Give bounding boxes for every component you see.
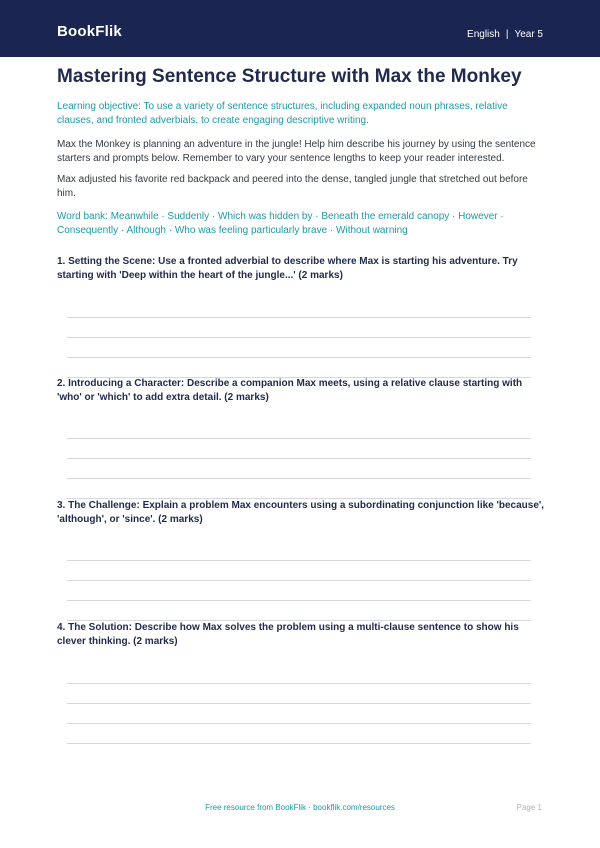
answer-line[interactable]	[67, 337, 531, 338]
year-label: Year 5	[514, 29, 543, 40]
intro-paragraph: Max the Monkey is planning an adventure in the jungle! Help him describe his journey by using the sentence starters and prompts below. Remember to vary your sentence lengths to keep your reader interested.	[57, 139, 536, 164]
subject-year-meta	[467, 29, 543, 40]
answer-line[interactable]	[67, 723, 531, 724]
question-4: 4. The Solution: Describe how Max solves the problem using a multi-clause sentence to show his clever thinking. (2 marks)	[57, 622, 519, 647]
learning-objective: Learning objective: To use a variety of sentence structures, including expanded noun phrases, relative clauses, and fronted adverbials, to create engaging descriptive writing.	[57, 101, 508, 126]
page-title: Mastering Sentence Structure with Max the Monkey	[57, 66, 522, 87]
header-bar	[0, 0, 600, 57]
answer-line[interactable]	[67, 317, 531, 318]
word-bank: Word bank: Meanwhile · Suddenly · Which was hidden by · Beneath the emerald canopy · However · Consequently · Although · Who was feeling particularly brave · Without warning	[57, 211, 504, 236]
answer-line[interactable]	[67, 683, 531, 684]
answer-line[interactable]	[67, 703, 531, 704]
brand-logo-text: BookFlik	[57, 23, 122, 40]
answer-line[interactable]	[67, 458, 531, 459]
answer-line[interactable]	[67, 600, 531, 601]
answer-line[interactable]	[67, 357, 531, 358]
answer-line[interactable]	[67, 743, 531, 744]
page-number: Page 1	[516, 803, 542, 812]
answer-line[interactable]	[67, 580, 531, 581]
answer-line[interactable]	[67, 438, 531, 439]
answer-line[interactable]	[67, 560, 531, 561]
footer-resource-link[interactable]: Free resource from BookFlik · bookflik.com/resources	[205, 803, 395, 812]
story-paragraph: Max adjusted his favorite red backpack and peered into the dense, tangled jungle that stretched out before him.	[57, 174, 528, 199]
subject-label: English	[467, 29, 500, 40]
meta-separator: |	[505, 29, 509, 40]
question-2: 2. Introducing a Character: Describe a companion Max meets, using a relative clause starting with 'who' or 'which' to add extra detail. (2 marks)	[57, 378, 523, 403]
answer-line[interactable]	[67, 478, 531, 479]
question-3: 3. The Challenge: Explain a problem Max encounters using a subordinating conjunction like 'because', 'although', or 'since'. (2 marks)	[57, 500, 545, 525]
question-1: 1. Setting the Scene: Use a fronted adverbial to describe where Max is starting his adventure. Try starting with 'Deep within the heart of the jungle...' (2 marks)	[57, 256, 518, 281]
